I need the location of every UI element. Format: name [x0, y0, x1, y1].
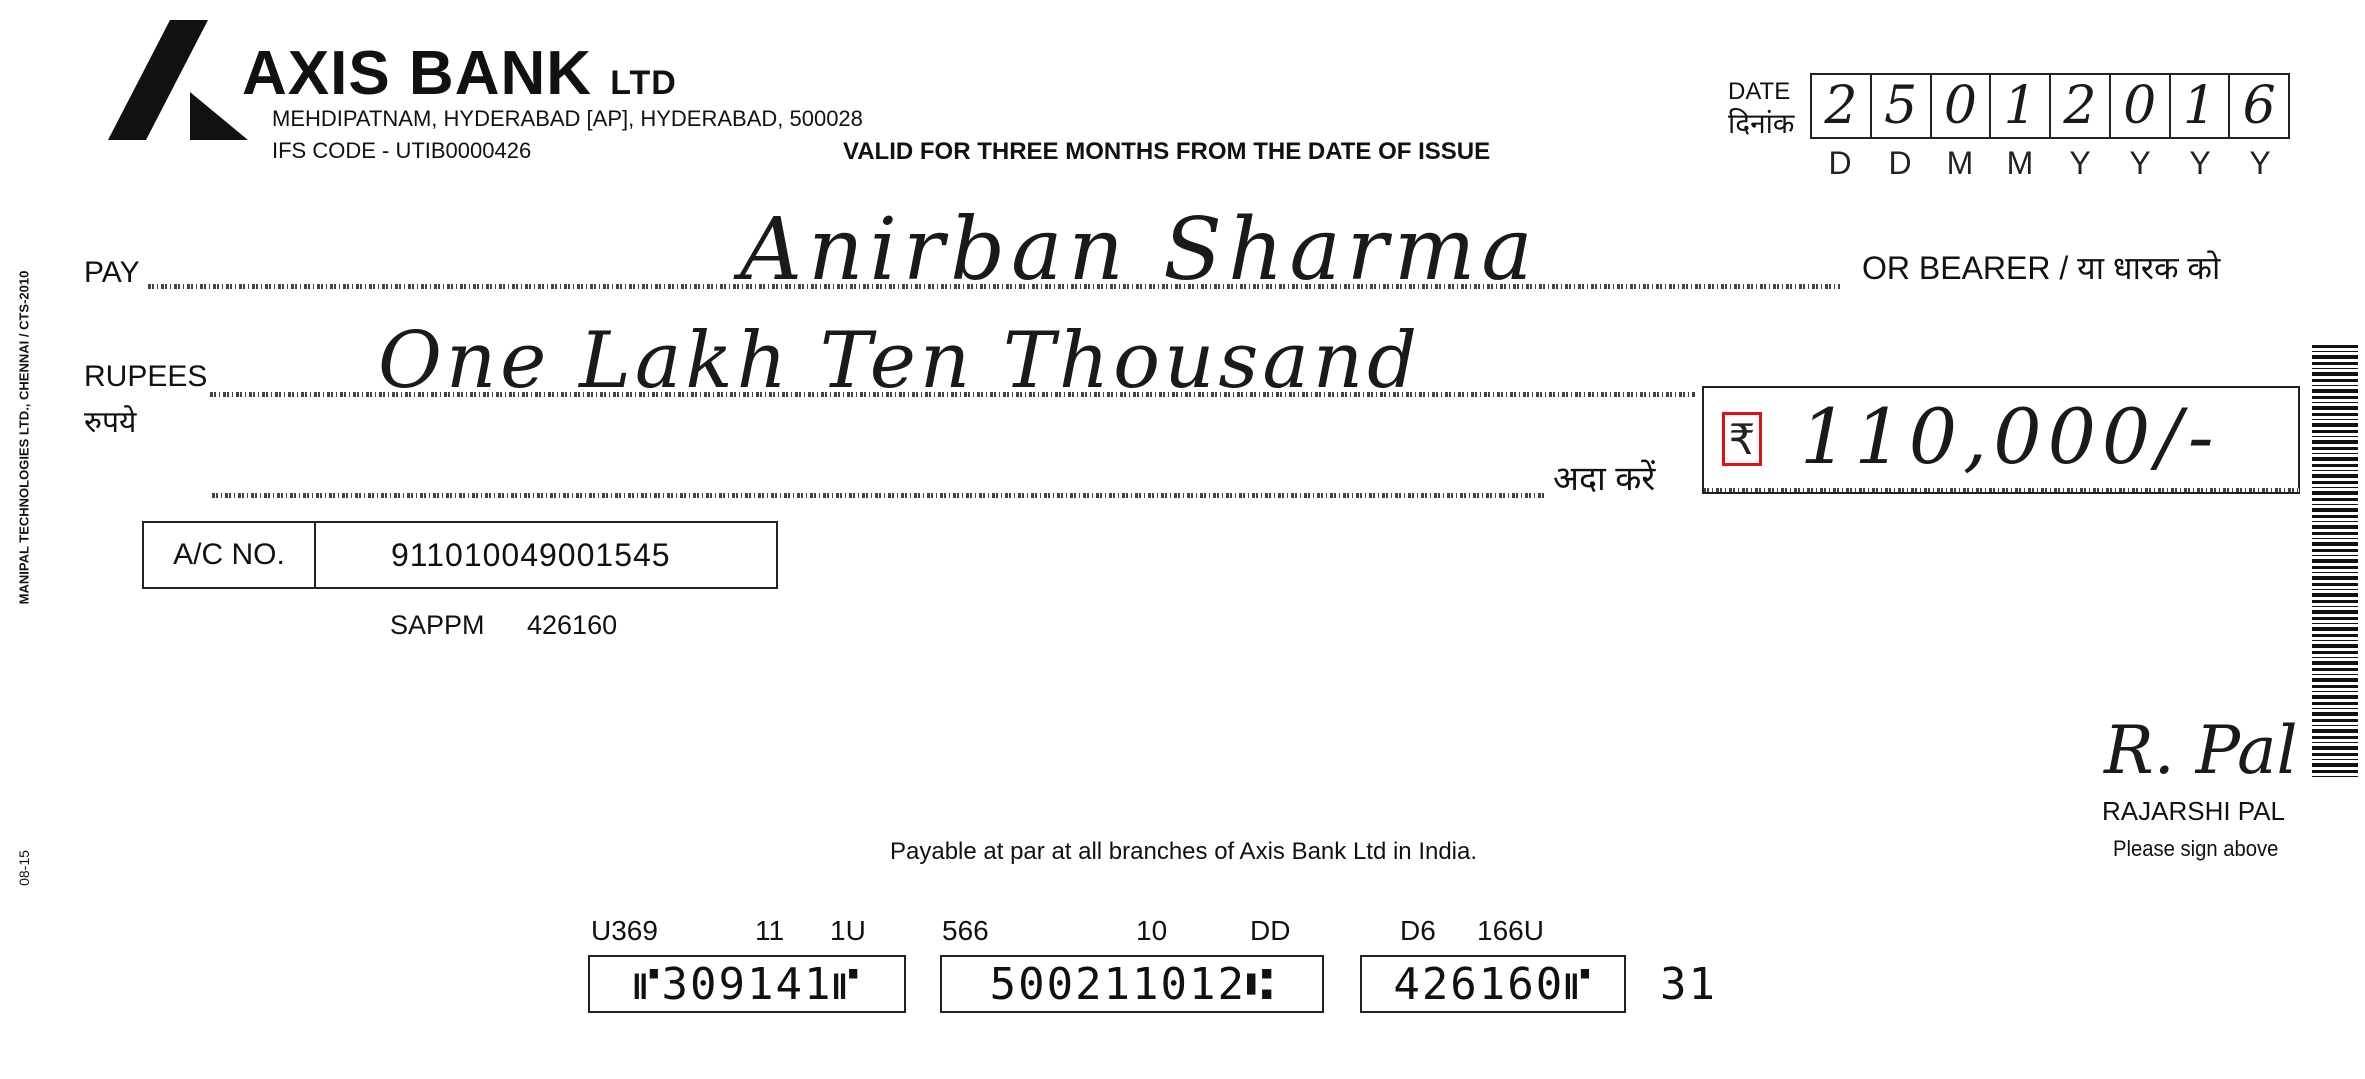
micr-band — [1656, 955, 1721, 1055]
amount-figures: 110,000/- — [1800, 392, 2220, 481]
rupees-label: RUPEES — [84, 360, 208, 393]
print-code: 08-15 — [15, 850, 32, 886]
date-digit: 2 — [1812, 75, 1872, 137]
date-digit: 0 — [1932, 75, 1992, 137]
micr-ref: 11 — [755, 915, 785, 946]
bearer-label: OR BEARER / या धारक को — [1862, 250, 2221, 286]
account-box — [142, 521, 778, 589]
micr-band — [940, 955, 1324, 1055]
micr-ref: 566 — [942, 915, 989, 946]
sign-prompt: Please sign above — [2113, 836, 2279, 861]
date-format-char: Y — [2189, 145, 2211, 181]
bank-address: MEHDIPATNAM, HYDERABAD [AP], HYDERABAD, 500028 — [272, 106, 863, 131]
micr-transaction-code: 31 — [1660, 958, 1717, 1010]
date-format-char: Y — [2129, 145, 2151, 181]
date-format-char: M — [2006, 145, 2034, 181]
scheme-code: 426160 — [527, 610, 618, 640]
payee-name[interactable]: Anirban Sharma — [740, 200, 1539, 300]
date-digit: 1 — [1991, 75, 2051, 137]
date-format-char: Y — [2249, 145, 2271, 181]
micr-band — [588, 955, 906, 1055]
date-format-char: Y — [2069, 145, 2091, 181]
amount-line — [1703, 488, 2299, 492]
date-label-hindi: दिनांक — [1728, 108, 1795, 139]
scheme-name: SAPPM — [390, 610, 485, 640]
micr-ref: DD — [1250, 915, 1291, 946]
micr-ref: 10 — [1136, 915, 1168, 946]
micr-band — [1360, 955, 1626, 1055]
date-digit: 2 — [2051, 75, 2111, 137]
signature: R. Pal — [2104, 712, 2298, 789]
printer-info: MANIPAL TECHNOLOGIES LTD., CHENNAI / CTS-2010 — [16, 270, 32, 605]
validity-note: VALID FOR THREE MONTHS FROM THE DATE OF ISSUE — [843, 138, 1491, 165]
account-label: A/C NO. — [144, 523, 316, 587]
pay-label: PAY — [84, 256, 140, 289]
date-format-char: D — [1888, 145, 1912, 181]
date-label: DATE — [1728, 78, 1791, 105]
date-format-labels — [1810, 145, 2290, 182]
account-number: 911010049001545 — [391, 536, 671, 573]
date-digit: 0 — [2111, 75, 2171, 137]
micr-cheque-number: ⑈309141⑈ — [588, 955, 906, 1013]
date-format-char: D — [1828, 145, 1852, 181]
axis-logo-icon — [108, 20, 248, 140]
amount-in-words[interactable]: One Lakh Ten Thousand — [378, 316, 1422, 406]
micr-ref: 166U — [1477, 915, 1544, 946]
date-digit: 1 — [2171, 75, 2231, 137]
rupee-symbol-icon: ₹ — [1722, 412, 1762, 466]
bank-suffix: LTD — [610, 64, 677, 102]
payable-note: Payable at par at all branches of Axis Bank Ltd in India. — [890, 838, 1478, 865]
pay-hindi-label: अदा करें — [1553, 460, 1656, 498]
micr-ref: 1U — [830, 915, 866, 946]
micr-branch-code: 426160⑈ — [1360, 955, 1626, 1013]
rupees-line-2 — [212, 493, 1546, 498]
signatory-name: RAJARSHI PAL — [2102, 796, 2286, 826]
rupees-label-hindi: रुपये — [84, 406, 137, 439]
bank-ifsc: IFS CODE - UTIB0000426 — [272, 138, 532, 163]
micr-ref: U369 — [591, 915, 658, 946]
micr-city-bank-code: 500211012⑆ — [940, 955, 1324, 1013]
date-format-char: M — [1946, 145, 1974, 181]
barcode-icon — [2312, 345, 2358, 777]
date-field[interactable] — [1810, 73, 2290, 139]
date-digit: 6 — [2242, 76, 2276, 136]
micr-ref: D6 — [1400, 915, 1436, 946]
date-digit: 5 — [1872, 75, 1932, 137]
bank-name: AXIS BANK LTD — [242, 39, 677, 108]
